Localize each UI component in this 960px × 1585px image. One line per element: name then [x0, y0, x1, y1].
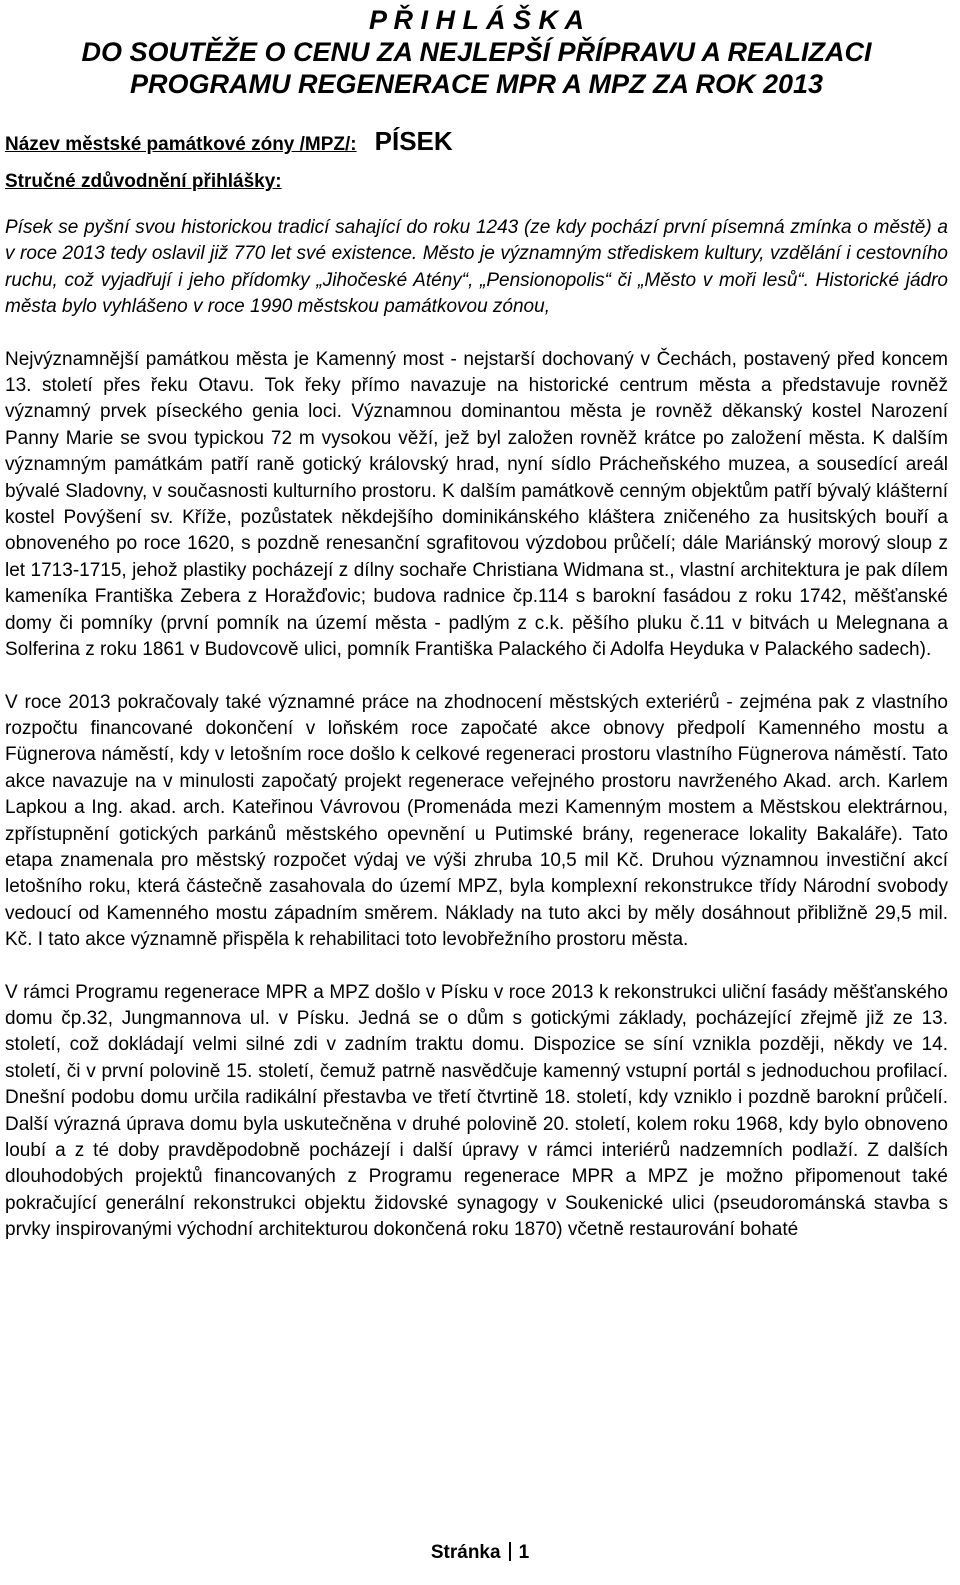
footer-page-label: Stránka	[430, 1542, 501, 1563]
reason-label: Stručné zdůvodnění přihlášky:	[5, 171, 282, 192]
footer-page-number: 1	[518, 1542, 530, 1563]
document-title	[5, 4, 948, 100]
paragraph-monuments: Nejvýznamnější památkou města je Kamenný most - nejstarší dochovaný v Čechách, postavený před koncem 13. století přes řeku Otavu. Tok řeky přímo navazuje na historické centrum města a představuje rovněž významný prvek píseckého genia loci. Významnou dominantou města je rovněž děkanský kostel Narození Panny Marie se svou typickou 72 m vysokou věží, jež byl založen rovněž krátce po založení města. K dalším významným památkám patří raně gotický královský hrad, nyní sídlo Prácheňského muzea, a sousedící areál bývalé Sladovny, v současnosti kulturního prostoru. K dalším památkově cenným objektům patří bývalý klášterní kostel Povýšení sv. Kříže, pozůstatek někdejšího dominikánského kláštera zničeného za husitských bouří a obnoveného po roce 1620, s pozdně renesanční sgrafitovou výzdobou průčelí; dále Mariánský morový sloup z let 1713-1715, jehož plastiky pocházejí z dílny sochaře Christiana Widmana st., vlastní architektura je pak dílem kameníka Františka Zebera z Horažďovic; budova radnice čp.114 s barokní fasádou z roku 1742, měšťanské domy či pomníky (první pomník na území města - padlým z c.k. pěšího pluku č.11 v bitvách u Melegnana a Solferina z roku 1861 v Budovcově ulici, pomník Františka Palackého či Adolfa Heyduka v Palackého sadech).	[5, 348, 948, 661]
title-line-2: DO SOUTĚŽE O CENU ZA NEJLEPŠÍ PŘÍPRAVU A REALIZACI	[81, 37, 872, 67]
title-line-1: P Ř I H L Á Š K A	[368, 5, 585, 35]
paragraph-program: V rámci Programu regenerace MPR a MPZ došlo v Písku v roce 2013 k rekonstrukci uliční fasády měšťanského domu čp.32, Jungmannova ul. v Písku. Jedná se o dům s gotickými základy, pocházející zřejmě již ze 13. století, což dokládají velmi silné zdi v zadním traktu domu. Dispozice se síní vznikla později, někdy ve 14. století, či v první polovině 15. století, čemuž patrně nasvědčuje kamenný vstupní portál s jednoduchou profilací. Dnešní podobu domu určila radikální přestavba ve třetí čtvrtině 18. století, kdy vzniklo i pozdně barokní průčelí. Další výrazná úprava domu byla uskutečněna v druhé polovině 20. století, kolem roku 1968, kdy bylo obnoveno loubí a z té doby pravděpodobně pocházejí i další úpravy v rámci interiérů nadzemních podlaží. Z dalších dlouhodobých projektů financovaných z Programu regenerace MPR a MPZ je možno připomenout také pokračující generální rekonstrukci objektu židovské synagogy v Soukenické ulici (pseudorománská stavba s prvky inspirovanými východní architekturou dokončená roku 1870) včetně restaurování bohaté	[5, 981, 948, 1241]
title-line-3: PROGRAMU REGENERACE MPR A MPZ ZA ROK 2013	[129, 69, 824, 99]
footer-separator	[509, 1542, 511, 1561]
paragraph-intro: Písek se pyšní svou historickou tradicí sahající do roku 1243 (ze kdy pochází první písemná zmínka o městě) a v roce 2013 tedy oslavil již 770 let své existence. Město je významným střediskem kultury, vzdělání i cestovního ruchu, což vyjadřují i jeho přídomky „Jihočeské Atény“, „Pensionopolis“ či „Město v moři lesů“. Historické jádro města bylo vyhlášeno v roce 1990 městskou památkovou zónou,	[5, 217, 948, 318]
paragraph-2013-works: V roce 2013 pokračovaly také významné práce na zhodnocení městských exteriérů - zejména pak z vlastního rozpočtu financované dokončení v loňském roce započaté akce obnovy předpolí Kamenného mostu a Fügnerova náměstí, kdy v letošním roce došlo k celkové regeneraci prostoru vlastního Fügnerova náměstí. Tato akce navazuje na v minulosti započatý projekt regenerace veřejného prostoru navrženého Akad. arch. Karlem Lapkou a Ing. akad. arch. Kateřinou Vávrovou (Promenáda mezi Kamenným mostem a Městskou elektrárnou, zpřístupnění gotických parkánů městského opevnění u Putimské brány, regenerace lokality Bakaláře). Tato etapa znamenala pro městský rozpočet výdaj ve výši zhruba 10,5 mil Kč. Druhou významnou investiční akcí letošního roku, která částečně zasahovala do území MPZ, byla komplexní rekonstrukce třídy Národní svobody vedoucí od Kamenného mostu západním směrem. Náklady na tuto akci by měly dosáhnout přibližně 29,5 mil. Kč. I tato akce významně přispěla k rehabilitaci toto levobřežního prostoru města.	[5, 691, 948, 951]
zone-row	[5, 126, 948, 157]
page-footer	[0, 1542, 960, 1564]
zone-label: Název městské památkové zóny /MPZ/:	[5, 134, 357, 155]
zone-value: PÍSEK	[374, 126, 453, 156]
